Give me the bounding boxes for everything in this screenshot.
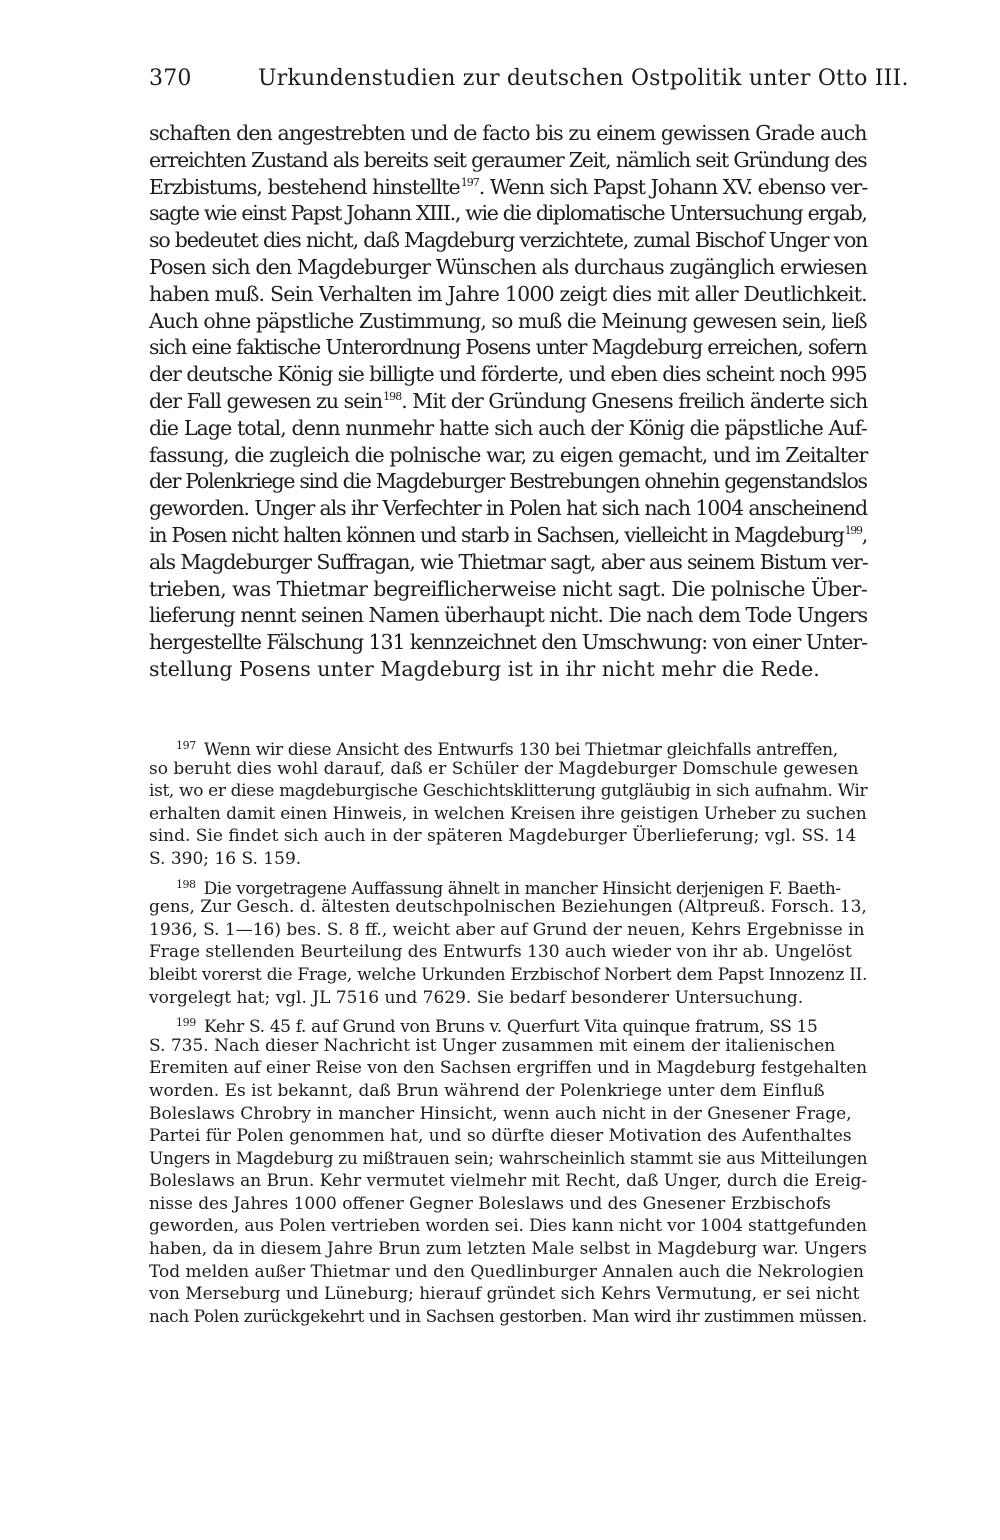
- text-line: [149, 334, 867, 361]
- footnote-text: S. 735. Nach dieser Nachricht ist Unger zusammen mit einem der italienischen: [149, 1035, 836, 1056]
- footnote-line: [149, 1261, 867, 1284]
- line-text: der deutsche König sie billigte und förderte, und eben dies scheint noch 995: [149, 362, 867, 387]
- running-title: Urkundenstudien zur deutschen Ostpolitik unter Otto III.: [258, 66, 909, 91]
- text-line: [149, 495, 867, 522]
- footnote-line: [149, 1148, 867, 1171]
- text-line: [149, 227, 867, 254]
- line-text: Posen sich den Magdeburger Wünschen als durchaus zugänglich erwiesen: [149, 254, 868, 279]
- footnote-number: 198: [176, 877, 196, 891]
- footnotes: [149, 735, 867, 1331]
- footnote-text: nisse des Jahres 1000 offener Gegner Boleslaws und des Gnesener Erzbischofs: [149, 1193, 831, 1214]
- footnote-ref: 199: [844, 523, 862, 537]
- line-text: so bedeutet dies nicht, daß Magdeburg verzichtete, zumal Bischof Unger von: [149, 228, 868, 253]
- footnote-ref: 197: [460, 175, 479, 189]
- footnote-text: so beruht dies wohl darauf, daß er Schüler der Magdeburger Domschule gewesen: [149, 758, 859, 779]
- footnote-text: von Merseburg und Lüneburg; hierauf gründet sich Kehrs Vermutung, er sei nicht: [149, 1284, 860, 1305]
- text-line: [149, 120, 867, 147]
- footnote-text: geworden, aus Polen vertrieben worden sei. Dies kann nicht vor 1004 stattgefunden: [149, 1216, 867, 1237]
- footnote-line: [149, 964, 867, 987]
- line-text: stellung Posens unter Magdeburg ist in ihr nicht mehr die Rede.: [149, 656, 820, 681]
- footnote-line: [149, 1035, 867, 1058]
- footnote-199: [149, 1012, 867, 1328]
- footnote-line: [149, 919, 867, 942]
- footnote-text: ist, wo er diese magdeburgische Geschichtsklitterung gutgläubig in sich aufnahm. Wir: [149, 781, 868, 802]
- footnote-text: Boleslaws Chrobry in mancher Hinsicht, wenn auch nicht in der Gnesener Frage,: [149, 1103, 852, 1124]
- line-text: geworden. Unger als ihr Verfechter in Polen hat sich nach 1004 anscheinend: [149, 496, 868, 521]
- footnote-line: [149, 1215, 867, 1238]
- footnote-line: [149, 874, 867, 897]
- footnote-line: [149, 735, 867, 758]
- line-text: hergestellte Fälschung 131 kennzeichnet den Umschwung: von einer Unter-: [149, 630, 867, 655]
- main-text: [149, 120, 867, 683]
- footnote-line: [149, 896, 867, 919]
- line-text: der Polenkriege sind die Magdeburger Bestrebungen ohnehin gegenstandslos: [149, 469, 867, 494]
- footnote-197: [149, 735, 867, 871]
- footnote-text: Die vorgetragene Auffassung ähnelt in mancher Hinsicht derjenigen F. Baeth-: [203, 878, 841, 899]
- line-text-continued: . Mit der Gründung Gnesens freilich änderte sich: [401, 388, 868, 413]
- text-line: [149, 549, 867, 576]
- text-line: [149, 442, 867, 469]
- footnote-number: 197: [176, 739, 196, 752]
- footnote-line: [149, 803, 867, 826]
- footnote-line: [149, 1170, 867, 1193]
- text-line: [149, 174, 867, 201]
- footnote-line: [149, 1012, 867, 1038]
- footnote-text: sind. Sie findet sich auch in der späteren Magdeburger Überlieferung; vgl. SS. 14: [149, 826, 857, 847]
- line-text: als Magdeburger Suffragan, wie Thietmar sagt, aber aus seinem Bistum ver-: [149, 549, 868, 574]
- footnote-text: Frage stellenden Beurteilung des Entwurfs 130 auch wieder von ihr ab. Ungelöst: [149, 942, 852, 963]
- footnote-line: [149, 1057, 867, 1080]
- footnote-ref: 198: [383, 389, 402, 403]
- text-line: [149, 468, 867, 495]
- running-head: [149, 66, 909, 91]
- text-line: [149, 200, 867, 227]
- line-text: trieben, was Thietmar begreiflicherweise nicht sagt. Die polnische Über-: [149, 576, 868, 601]
- text-line: [149, 388, 867, 415]
- footnote-line: [149, 1080, 867, 1103]
- footnote-number: 199: [176, 1016, 196, 1030]
- footnote-line: [149, 758, 867, 781]
- footnote-text: gens, Zur Gesch. d. ältesten deutschpolnischen Beziehungen (Altpreuß. Forsch. 13,: [149, 897, 867, 918]
- line-text-continued: . Wenn sich Papst Johann XV. ebenso ver-: [478, 174, 868, 199]
- line-text: die Lage total, denn nunmehr hatte sich auch der König die päpstliche Auf-: [149, 415, 867, 440]
- text-line: [149, 147, 867, 174]
- page-number: 370: [149, 66, 192, 91]
- text-line: [149, 281, 867, 308]
- footnote-line: [149, 1306, 867, 1329]
- footnote-text: Eremiten auf einer Reise von den Sachsen ergriffen und in Magdeburg festgehalten: [149, 1058, 868, 1079]
- footnote-text: haben, da in diesem Jahre Brun zum letzten Male selbst in Magdeburg war. Ungers: [149, 1239, 867, 1260]
- line-text: Erzbistums, bestehend hinstellte: [149, 174, 460, 199]
- text-line: [149, 254, 867, 281]
- text-line: [149, 656, 867, 683]
- footnote-text: worden. Es ist bekannt, daß Brun während der Polenkriege unter dem Einfluß: [149, 1080, 825, 1101]
- footnote-text: Kehr S. 45 f. auf Grund von Bruns v. Querfurt Vita quinque fratrum, SS 15: [203, 1017, 818, 1038]
- footnote-text: Ungers in Magdeburg zu mißtrauen sein; wahrscheinlich stammt sie aus Mitteilungen: [149, 1148, 868, 1169]
- footnote-line: [149, 780, 867, 803]
- footnote-text: Partei für Polen genommen hat, und so dürfte dieser Motivation des Aufenthaltes: [149, 1126, 852, 1147]
- text-line: [149, 576, 867, 603]
- line-text: haben muß. Sein Verhalten im Jahre 1000 zeigt dies mit aller Deutlichkeit.: [149, 281, 867, 306]
- footnote-text: Boleslaws an Brun. Kehr vermutet vielmehr mit Recht, daß Unger, durch die Ereig-: [149, 1171, 868, 1192]
- text-line: [149, 522, 867, 549]
- text-line: [149, 415, 867, 442]
- line-text: sagte wie einst Papst Johann XIII., wie die diplomatische Untersuchung ergab,: [149, 201, 867, 226]
- footnote-198: [149, 874, 867, 1010]
- line-text: lieferung nennt seinen Namen überhaupt nicht. Die nach dem Tode Ungers: [149, 603, 868, 628]
- line-text: erreichten Zustand als bereits seit geraumer Zeit, nämlich seit Gründung des: [149, 147, 867, 172]
- text-line: [149, 308, 867, 335]
- footnote-line: [149, 1125, 867, 1148]
- footnote-line: [149, 1103, 867, 1126]
- line-text: der Fall gewesen zu sein: [149, 388, 383, 413]
- line-text-continued: ,: [861, 522, 867, 547]
- footnote-line: [149, 848, 867, 871]
- text-line: [149, 602, 867, 629]
- footnote-text: S. 390; 16 S. 159.: [149, 848, 302, 869]
- footnote-line: [149, 825, 867, 848]
- footnote-text: 1936, S. 1—16) bes. S. 8 ff., weicht aber auf Grund der neuen, Kehrs Ergebnisse in: [149, 919, 865, 940]
- footnote-text: nach Polen zurückgekehrt und in Sachsen gestorben. Man wird ihr zustimmen müssen.: [149, 1306, 867, 1327]
- line-text: Auch ohne päpstliche Zustimmung, so muß die Meinung gewesen sein, ließ: [149, 308, 867, 333]
- text-line: [149, 629, 867, 656]
- footnote-text: Tod melden außer Thietmar und den Quedlinburger Annalen auch die Nekrologien: [149, 1261, 864, 1282]
- footnote-text: erhalten damit einen Hinweis, in welchen Kreisen ihre geistigen Urheber zu suchen: [149, 803, 867, 824]
- footnote-text: Wenn wir diese Ansicht des Entwurfs 130 bei Thietmar gleichfalls antreffen,: [203, 740, 838, 760]
- line-text: fassung, die zugleich die polnische war, zu eigen gemacht, und im Zeitalter: [149, 442, 868, 467]
- line-text: sich eine faktische Unterordnung Posens unter Magdeburg erreichen, sofern: [149, 335, 867, 360]
- line-text: in Posen nicht halten können und starb in Sachsen, vielleicht in Magdeburg: [149, 522, 844, 547]
- footnote-line: [149, 941, 867, 964]
- footnote-line: [149, 1283, 867, 1306]
- line-text: schaften den angestrebten und de facto bis zu einem gewissen Grade auch: [149, 121, 867, 145]
- footnote-text: vorgelegt hat; vgl. JL 7516 und 7629. Sie bedarf besonderer Untersuchung.: [149, 987, 804, 1008]
- footnote-text: bleibt vorerst die Frage, welche Urkunden Erzbischof Norbert dem Papst Innozenz II.: [149, 964, 868, 985]
- footnote-line: [149, 1238, 867, 1261]
- footnote-line: [149, 987, 867, 1010]
- footnote-line: [149, 1193, 867, 1216]
- text-line: [149, 361, 867, 388]
